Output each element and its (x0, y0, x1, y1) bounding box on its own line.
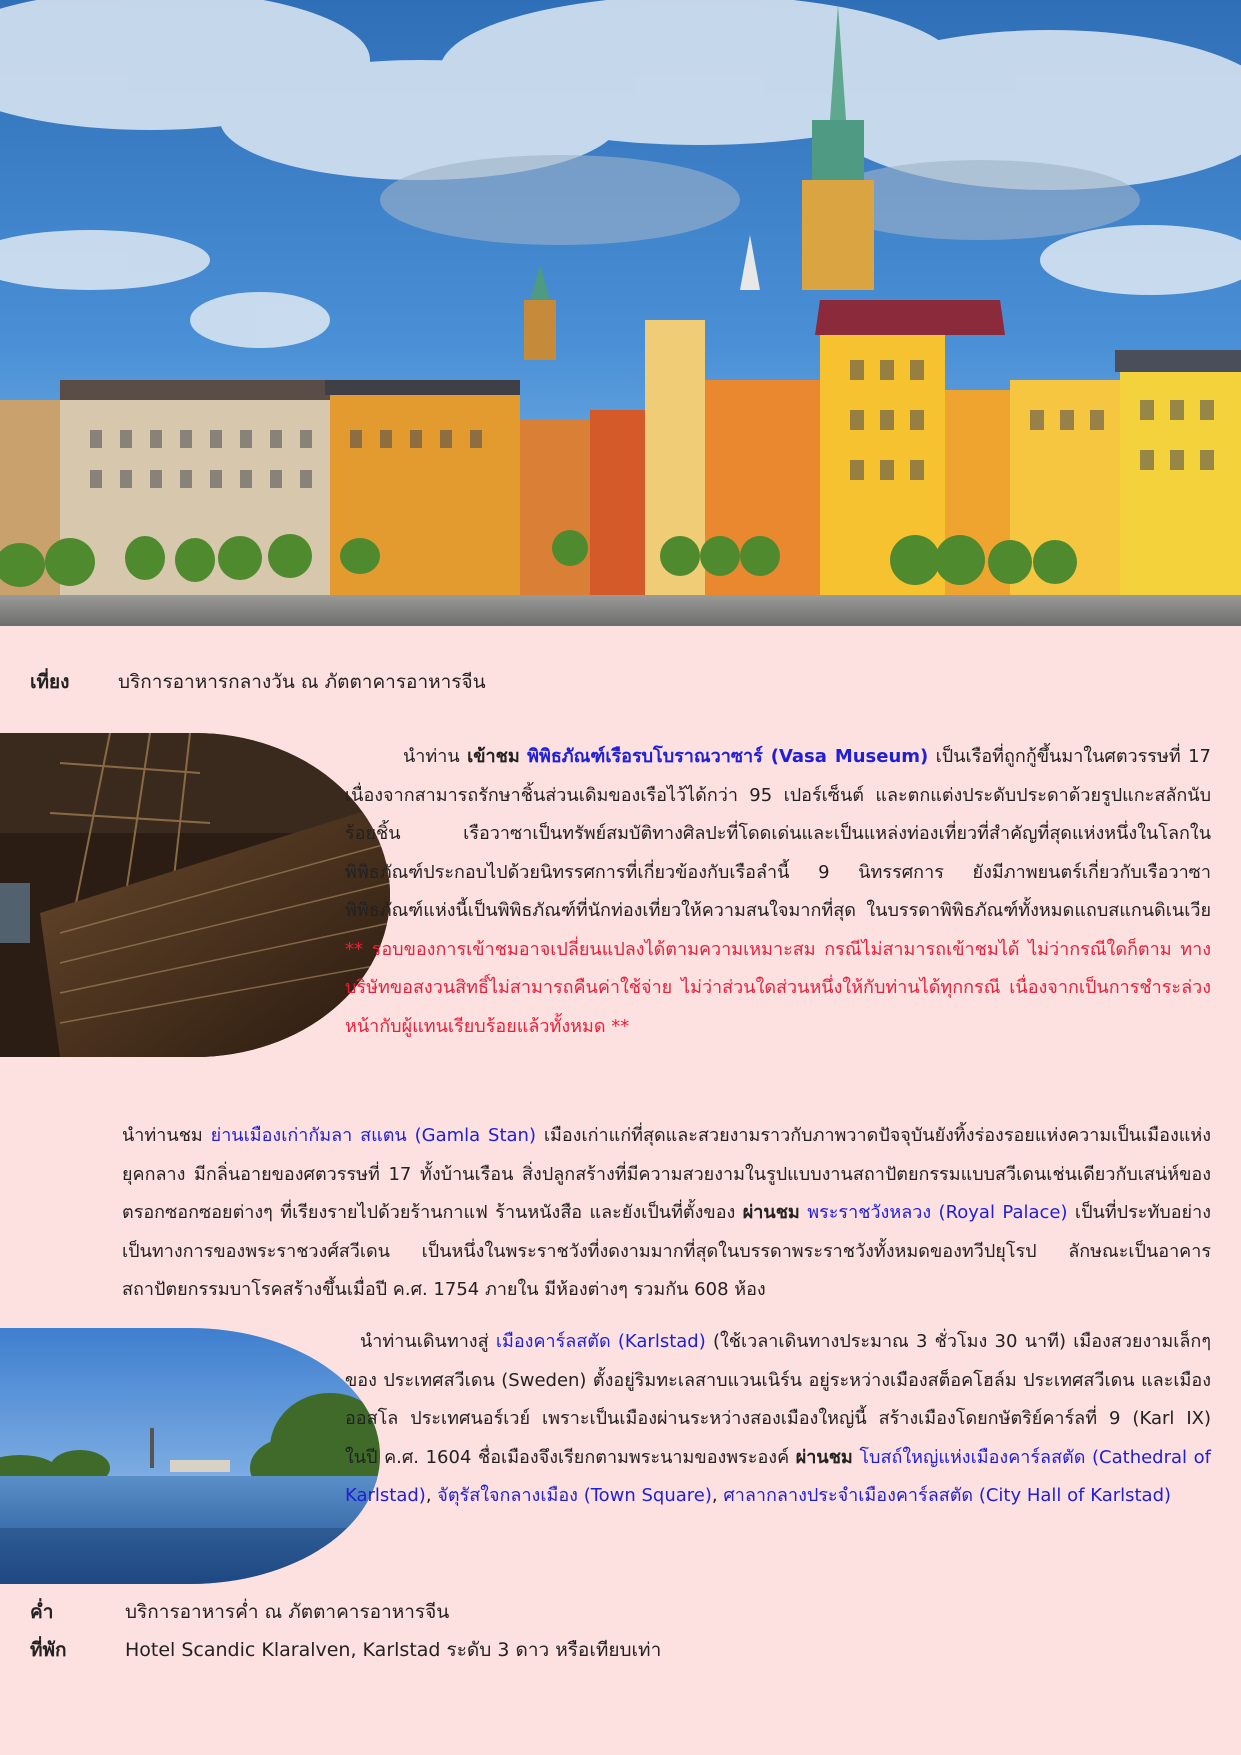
hero-image-stockholm (0, 0, 1241, 626)
gamla-stan-name: ย่านเมืองเก่ากัมลา สแตน (Gamla Stan) (210, 1125, 536, 1146)
lunch-label: เที่ยง (30, 671, 70, 693)
royal-palace-name: พระราชวังหลวง (Royal Palace) (807, 1202, 1068, 1223)
separator-2: , (711, 1485, 724, 1506)
dinner-label: ค่ำ (30, 1601, 54, 1623)
gamla-body-1: เมืองเก่าแก่ที่สุดและสวยงามราวกับภาพวาดปัจจุบันยังทิ้งร่องรอยแห่งความเป็นเมืองแห่งยุคกลาง มีกลิ่นอายของศตวรรษที่ 17 ทั้งบ้านเรือน สิ่งปลูกสร้างที่มีความสวยงามในรูปแบบงานสถาปัตยกรรมแบบสวีเดนเช่นเดียวกับเสน่ห์ของตรอกซอกซอยต่างๆ ที่เรียงรายไปด้วยร้านกาแฟ ร้านหนังสือ และยังเป็นที่ตั้งของ (122, 1125, 1211, 1223)
cathedral-name: โบสถ์ใหญ่แห่งเมืองคาร์ลสตัด (Cathedral of Karlstad) (345, 1446, 1211, 1506)
hotel-text: Hotel Scandic Klaralven, Karlstad ระดับ 3 ดาว หรือเทียบเท่า (125, 1639, 662, 1661)
vasa-museum-paragraph (345, 738, 1211, 1046)
karlstad-intro: นำท่านเดินทางสู่ (360, 1331, 496, 1352)
hotel-label: ที่พัก (30, 1639, 67, 1661)
karlstad-name: เมืองคาร์ลสตัด (Karlstad) (495, 1331, 706, 1352)
dinner-text: บริการอาหารค่ำ ณ ภัตตาคารอาหารจีน (125, 1601, 450, 1623)
vasa-note: ** รอบของการเข้าชมอาจเปลี่ยนแปลงได้ตามความเหมาะสม กรณีไม่สามารถเข้าชมได้ ไม่ว่ากรณีใดก็ตาม ทางบริษัทขอสงวนสิทธิ์ไม่สามารถคืนค่าใช้จ่าย ไม่ว่าส่วนใดส่วนหนึ่งให้กับท่านได้ทุกกรณี เนื่องจากเป็นการชำระล่วงหน้ากับผู้แทนเรียบร้อยแล้วทั้งหมด ** (345, 938, 1211, 1037)
vasa-ship-photo (0, 733, 390, 1057)
hotel-row (30, 1637, 661, 1663)
vasa-visit-label: เข้าชม (467, 746, 520, 767)
vasa-body: เป็นเรือที่ถูกกู้ขึ้นมาในศตวรรษที่ 17 เนื่องจากสามารถรักษาชิ้นส่วนเดิมของเรือไว้ได้กว่า 95 เปอร์เซ็นต์ และตกแต่งประดับประดาด้วยรูปแกะสลักนับร้อยชิ้น เรือวาซาเป็นทรัพย์สมบัติทางศิลปะที่โดดเด่นและเป็นแหล่งท่องเที่ยวที่สำคัญที่สุดแห่งหนึ่งในโลกในพิพิธภัณฑ์ประกอบไปด้วยนิทรรศการที่เกี่ยวข้องกับเรือลำนี้ 9 นิทรรศการ ยังมีภาพยนตร์เกี่ยวกับเรือวาซา พิพิธภัณฑ์แห่งนี้เป็นพิพิธภัณฑ์ที่นักท่องเที่ยวให้ความสนใจมากที่สุด ในบรรดาพิพิธภัณฑ์ทั้งหมดแถบสแกนดิเนเวีย (345, 746, 1211, 921)
lunch-text: บริการอาหารกลางวัน ณ ภัตตาคารอาหารจีน (118, 671, 486, 693)
city-hall-name: ศาลากลางประจำเมืองคาร์ลสตัด (City Hall of Karlstad) (723, 1485, 1172, 1506)
karlstad-paragraph (345, 1323, 1211, 1516)
vasa-museum-name: พิพิธภัณฑ์เรือรบโบราณวาซาร์ (Vasa Museum) (527, 746, 929, 767)
gamla-intro: นำท่านชม (122, 1125, 211, 1146)
karlstad-pass-label: ผ่านชม (795, 1446, 853, 1468)
karlstad-body: (ใช้เวลาเดินทางประมาณ 3 ชั่วโมง 30 นาที) เมืองสวยงามเล็กๆ ของ ประเทศสวีเดน (Sweden) ตั้งอยู่ริมทะเลสาบแวนเนิร์น อยู่ระหว่างเมืองสต็อคโฮล์ม ประเทศสวีเดน และเมืองออสโล ประเทศนอร์เวย์ เพราะเป็นเมืองผ่านระหว่างสองเมืองใหญ่นี้ สร้างเมืองโดยกษัตริย์คาร์ลที่ 9 (Karl IX) ในปี ค.ศ. 1604 ชื่อเมืองจึงเรียกตามพระนามของพระองค์ (345, 1331, 1212, 1468)
dinner-row (30, 1599, 449, 1625)
gamla-pass-label: ผ่านชม (742, 1202, 800, 1223)
lunch-row (30, 669, 486, 695)
town-square-name: จัตุรัสใจกลางเมือง (Town Square) (437, 1485, 712, 1506)
gamla-body-2: เป็นที่ประทับอย่างเป็นทางการของพระราชวงศ์สวีเดน เป็นหนึ่งในพระราชวังที่งดงามมากที่สุดในบรรดาพระราชวังทั้งหมดของทวีปยุโรป ลักษณะเป็นอาคารสถาปัตยกรรมบาโรคสร้างขึ้นเมื่อปี ค.ศ. 1754 ภายใน มีห้องต่างๆ รวมกัน 608 ห้อง (122, 1202, 1211, 1300)
gamla-stan-paragraph (122, 1117, 1211, 1310)
separator-1: , (425, 1485, 438, 1506)
karlstad-photo (0, 1328, 380, 1584)
vasa-intro: นำท่าน (403, 746, 468, 767)
